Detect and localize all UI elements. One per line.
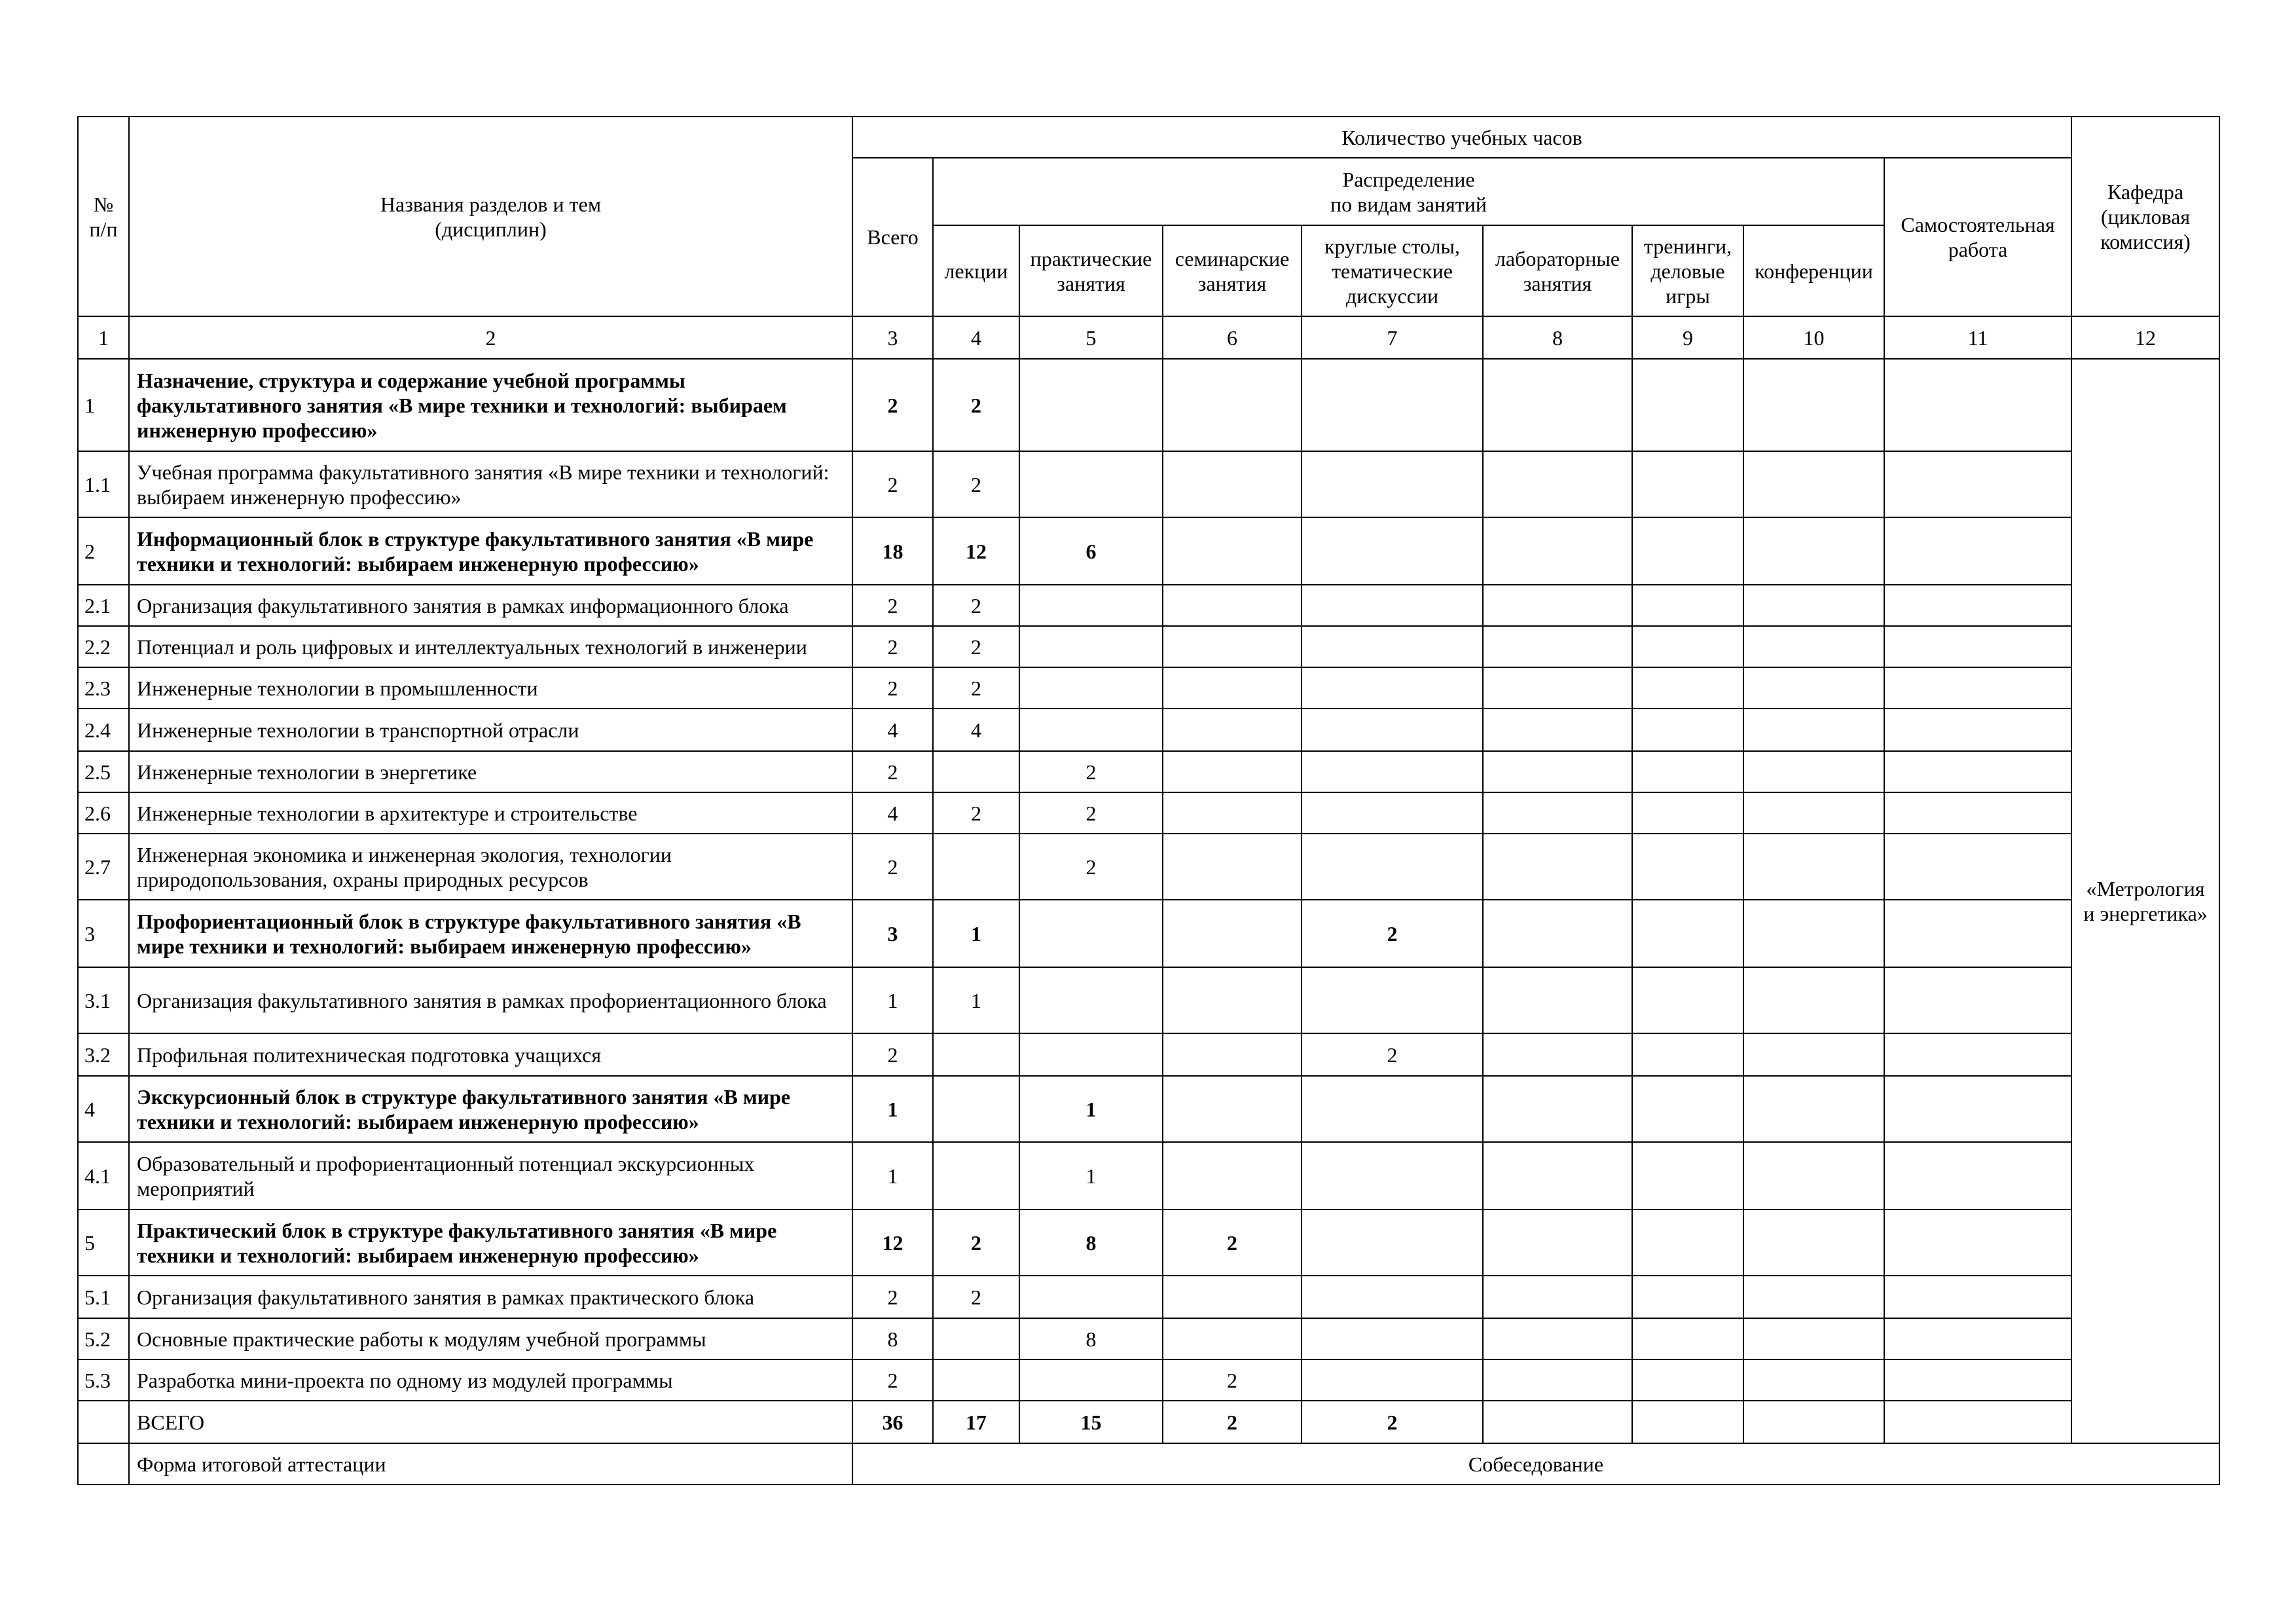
round-tables-total: 2 — [1302, 1401, 1483, 1443]
trainings-cell — [1632, 1076, 1743, 1142]
topic-title: Инженерные технологии в архитектуре и строительстве — [129, 792, 852, 834]
trainings-cell — [1632, 1359, 1743, 1401]
row-number: 1 — [78, 359, 129, 451]
total-hours-cell: 1 — [852, 1142, 933, 1209]
practical-cell — [1019, 900, 1163, 967]
header-round-tables: круглые столы, тематические дискуссии — [1302, 225, 1483, 316]
round-tables-cell — [1302, 1209, 1483, 1276]
total-hours-cell: 4 — [852, 709, 933, 751]
practical-cell: 2 — [1019, 792, 1163, 834]
practical-cell: 8 — [1019, 1318, 1163, 1359]
topic-row — [78, 709, 2219, 751]
seminars-cell — [1163, 585, 1302, 626]
lectures-cell — [933, 1076, 1019, 1142]
attestation-value: Собеседование — [852, 1443, 2219, 1485]
practical-cell: 2 — [1019, 834, 1163, 900]
labs-cell — [1483, 359, 1632, 451]
practical-cell — [1019, 709, 1163, 751]
conferences-cell — [1743, 626, 1884, 667]
self-study-total — [1884, 1401, 2071, 1443]
seminars-cell — [1163, 667, 1302, 709]
self-study-cell — [1884, 1033, 2071, 1076]
labs-cell — [1483, 1276, 1632, 1318]
column-number: 5 — [1019, 316, 1163, 359]
conferences-total — [1743, 1401, 1884, 1443]
lectures-cell: 2 — [933, 451, 1019, 517]
practical-cell — [1019, 1033, 1163, 1076]
total-hours-cell: 3 — [852, 900, 933, 967]
seminars-cell: 2 — [1163, 1209, 1302, 1276]
header-distribution: Распределение по видам занятий — [933, 158, 1884, 225]
round-tables-cell — [1302, 585, 1483, 626]
column-number: 2 — [129, 316, 852, 359]
topic-row — [78, 1033, 2219, 1076]
section-row — [78, 900, 2219, 967]
curriculum-table — [77, 116, 2220, 1485]
self-study-cell — [1884, 1142, 2071, 1209]
round-tables-cell — [1302, 834, 1483, 900]
labs-cell — [1483, 1033, 1632, 1076]
total-hours-cell: 2 — [852, 834, 933, 900]
topic-title: Потенциал и роль цифровых и интеллектуальных технологий в инженерии — [129, 626, 852, 667]
seminars-cell — [1163, 1142, 1302, 1209]
conferences-cell — [1743, 709, 1884, 751]
section-row — [78, 1076, 2219, 1142]
practical-cell — [1019, 1276, 1163, 1318]
trainings-cell — [1632, 667, 1743, 709]
total-hours-cell: 18 — [852, 517, 933, 585]
trainings-cell — [1632, 751, 1743, 792]
lectures-cell — [933, 1359, 1019, 1401]
section-title: Профориентационный блок в структуре факультативного занятия «В мире техники и технологий: выбираем инженерную профессию» — [129, 900, 852, 967]
self-study-cell — [1884, 451, 2071, 517]
seminars-cell — [1163, 834, 1302, 900]
row-number: 2 — [78, 517, 129, 585]
practical-cell: 2 — [1019, 751, 1163, 792]
row-number: 2.4 — [78, 709, 129, 751]
practical-cell: 1 — [1019, 1076, 1163, 1142]
header-department: Кафедра (цикловая комиссия) — [2071, 117, 2219, 316]
topic-title: Учебная программа факультативного занятия «В мире техники и технологий: выбираем инженерную профессию» — [129, 451, 852, 517]
self-study-cell — [1884, 709, 2071, 751]
lectures-cell — [933, 1033, 1019, 1076]
attestation-label: Форма итоговой аттестации — [129, 1443, 852, 1485]
round-tables-cell — [1302, 517, 1483, 585]
column-number: 4 — [933, 316, 1019, 359]
header-conferences: конференции — [1743, 225, 1884, 316]
column-number: 6 — [1163, 316, 1302, 359]
topic-row — [78, 626, 2219, 667]
topic-row — [78, 1142, 2219, 1209]
header-labs: лабораторные занятия — [1483, 225, 1632, 316]
section-row — [78, 1209, 2219, 1276]
header-total: Всего — [852, 158, 933, 316]
table-header — [78, 117, 2219, 359]
seminars-cell: 2 — [1163, 1359, 1302, 1401]
column-number-row — [78, 316, 2219, 359]
trainings-cell — [1632, 834, 1743, 900]
labs-cell — [1483, 709, 1632, 751]
trainings-cell — [1632, 626, 1743, 667]
seminars-cell — [1163, 792, 1302, 834]
labs-cell — [1483, 792, 1632, 834]
attestation-row — [78, 1443, 2219, 1485]
practical-cell — [1019, 451, 1163, 517]
total-hours-cell: 2 — [852, 1359, 933, 1401]
seminars-total: 2 — [1163, 1401, 1302, 1443]
lectures-cell: 1 — [933, 967, 1019, 1033]
round-tables-cell — [1302, 667, 1483, 709]
header-trainings: тренинги, деловые игры — [1632, 225, 1743, 316]
row-number: 5.2 — [78, 1318, 129, 1359]
self-study-cell — [1884, 1209, 2071, 1276]
conferences-cell — [1743, 792, 1884, 834]
lectures-cell: 1 — [933, 900, 1019, 967]
row-number: 3 — [78, 900, 129, 967]
practical-cell: 1 — [1019, 1142, 1163, 1209]
seminars-cell — [1163, 751, 1302, 792]
topic-title: Профильная политехническая подготовка учащихся — [129, 1033, 852, 1076]
header-self-study: Самостоятельная работа — [1884, 158, 2071, 316]
section-row — [78, 359, 2219, 451]
self-study-cell — [1884, 834, 2071, 900]
topic-title: Организация факультативного занятия в рамках практического блока — [129, 1276, 852, 1318]
topic-title: Основные практические работы к модулям учебной программы — [129, 1318, 852, 1359]
self-study-cell — [1884, 359, 2071, 451]
row-number — [78, 1443, 129, 1485]
topic-row — [78, 792, 2219, 834]
topic-title: Инженерные технологии в промышленности — [129, 667, 852, 709]
row-number: 4 — [78, 1076, 129, 1142]
practical-cell — [1019, 967, 1163, 1033]
trainings-total — [1632, 1401, 1743, 1443]
total-hours-cell: 2 — [852, 626, 933, 667]
lectures-cell: 2 — [933, 1276, 1019, 1318]
lectures-cell: 2 — [933, 667, 1019, 709]
row-number: 2.7 — [78, 834, 129, 900]
trainings-cell — [1632, 1318, 1743, 1359]
round-tables-cell — [1302, 792, 1483, 834]
total-hours-cell: 8 — [852, 1318, 933, 1359]
self-study-cell — [1884, 1076, 2071, 1142]
total-row — [78, 1401, 2219, 1443]
row-number: 3.1 — [78, 967, 129, 1033]
row-number: 1.1 — [78, 451, 129, 517]
lectures-cell — [933, 1318, 1019, 1359]
total-hours-cell: 2 — [852, 359, 933, 451]
total-hours-cell: 12 — [852, 1209, 933, 1276]
lectures-cell: 2 — [933, 792, 1019, 834]
total-hours-cell: 2 — [852, 751, 933, 792]
conferences-cell — [1743, 1318, 1884, 1359]
topic-title: Инженерные технологии в энергетике — [129, 751, 852, 792]
trainings-cell — [1632, 900, 1743, 967]
trainings-cell — [1632, 1033, 1743, 1076]
header-lectures: лекции — [933, 225, 1019, 316]
total-hours-cell: 2 — [852, 1276, 933, 1318]
row-number: 3.2 — [78, 1033, 129, 1076]
total-hours-cell: 2 — [852, 585, 933, 626]
lectures-cell — [933, 834, 1019, 900]
self-study-cell — [1884, 751, 2071, 792]
section-title: Экскурсионный блок в структуре факультативного занятия «В мире техники и технологий: выбираем инженерную профессию» — [129, 1076, 852, 1142]
round-tables-cell — [1302, 751, 1483, 792]
topic-title: Образовательный и профориентационный потенциал экскурсионных мероприятий — [129, 1142, 852, 1209]
practical-cell — [1019, 585, 1163, 626]
labs-cell — [1483, 900, 1632, 967]
self-study-cell — [1884, 900, 2071, 967]
self-study-cell — [1884, 1276, 2071, 1318]
labs-cell — [1483, 1318, 1632, 1359]
header-number: № п/п — [78, 117, 129, 316]
column-number: 12 — [2071, 316, 2219, 359]
column-number: 9 — [1632, 316, 1743, 359]
practical-cell — [1019, 626, 1163, 667]
trainings-cell — [1632, 967, 1743, 1033]
self-study-cell — [1884, 1359, 2071, 1401]
table-body — [78, 359, 2219, 1485]
topic-title: Инженерная экономика и инженерная экология, технологии природопользования, охраны природных ресурсов — [129, 834, 852, 900]
total-hours-cell: 2 — [852, 667, 933, 709]
seminars-cell — [1163, 709, 1302, 751]
conferences-cell — [1743, 1359, 1884, 1401]
conferences-cell — [1743, 967, 1884, 1033]
practical-cell — [1019, 667, 1163, 709]
trainings-cell — [1632, 585, 1743, 626]
lectures-cell: 2 — [933, 359, 1019, 451]
column-number: 10 — [1743, 316, 1884, 359]
labs-total — [1483, 1401, 1632, 1443]
topic-row — [78, 751, 2219, 792]
topic-row — [78, 667, 2219, 709]
conferences-cell — [1743, 1276, 1884, 1318]
header-section-name: Названия разделов и тем (дисциплин) — [129, 117, 852, 316]
seminars-cell — [1163, 967, 1302, 1033]
section-title: Практический блок в структуре факультативного занятия «В мире техники и технологий: выбираем инженерную профессию» — [129, 1209, 852, 1276]
total-hours-cell: 4 — [852, 792, 933, 834]
row-number: 2.2 — [78, 626, 129, 667]
total-label: ВСЕГО — [129, 1401, 852, 1443]
round-tables-cell — [1302, 1076, 1483, 1142]
conferences-cell — [1743, 359, 1884, 451]
total-hours-cell: 2 — [852, 451, 933, 517]
self-study-cell — [1884, 517, 2071, 585]
conferences-cell — [1743, 1033, 1884, 1076]
lectures-cell — [933, 751, 1019, 792]
row-number: 5 — [78, 1209, 129, 1276]
lectures-cell: 2 — [933, 626, 1019, 667]
row-number: 2.1 — [78, 585, 129, 626]
labs-cell — [1483, 667, 1632, 709]
practical-cell — [1019, 359, 1163, 451]
lectures-cell: 4 — [933, 709, 1019, 751]
labs-cell — [1483, 585, 1632, 626]
column-number: 8 — [1483, 316, 1632, 359]
topic-row — [78, 834, 2219, 900]
labs-cell — [1483, 626, 1632, 667]
conferences-cell — [1743, 667, 1884, 709]
round-tables-cell: 2 — [1302, 900, 1483, 967]
header-seminars: семинарские занятия — [1163, 225, 1302, 316]
seminars-cell — [1163, 1318, 1302, 1359]
total-hours-cell: 1 — [852, 967, 933, 1033]
topic-title: Разработка мини-проекта по одному из модулей программы — [129, 1359, 852, 1401]
seminars-cell — [1163, 626, 1302, 667]
topic-row — [78, 1318, 2219, 1359]
seminars-cell — [1163, 451, 1302, 517]
topic-row — [78, 1359, 2219, 1401]
row-number: 4.1 — [78, 1142, 129, 1209]
round-tables-cell — [1302, 451, 1483, 517]
round-tables-cell — [1302, 967, 1483, 1033]
column-number: 3 — [852, 316, 933, 359]
round-tables-cell — [1302, 626, 1483, 667]
conferences-cell — [1743, 517, 1884, 585]
self-study-cell — [1884, 626, 2071, 667]
lectures-total: 17 — [933, 1401, 1019, 1443]
round-tables-cell — [1302, 1276, 1483, 1318]
labs-cell — [1483, 967, 1632, 1033]
department-cell: «Метрология и энергетика» — [2071, 359, 2219, 1443]
column-number: 1 — [78, 316, 129, 359]
labs-cell — [1483, 1359, 1632, 1401]
row-number — [78, 1401, 129, 1443]
labs-cell — [1483, 451, 1632, 517]
seminars-cell — [1163, 900, 1302, 967]
lectures-cell: 2 — [933, 1209, 1019, 1276]
conferences-cell — [1743, 1076, 1884, 1142]
round-tables-cell — [1302, 1142, 1483, 1209]
conferences-cell — [1743, 751, 1884, 792]
seminars-cell — [1163, 1076, 1302, 1142]
header-hours: Количество учебных часов — [852, 117, 2071, 158]
labs-cell — [1483, 751, 1632, 792]
topic-row — [78, 1276, 2219, 1318]
round-tables-cell — [1302, 1318, 1483, 1359]
self-study-cell — [1884, 967, 2071, 1033]
topic-title: Организация факультативного занятия в рамках информационного блока — [129, 585, 852, 626]
column-number: 11 — [1884, 316, 2071, 359]
trainings-cell — [1632, 1209, 1743, 1276]
conferences-cell — [1743, 900, 1884, 967]
labs-cell — [1483, 1209, 1632, 1276]
lectures-cell: 12 — [933, 517, 1019, 585]
round-tables-cell — [1302, 359, 1483, 451]
row-number: 2.3 — [78, 667, 129, 709]
trainings-cell — [1632, 517, 1743, 585]
topic-row — [78, 967, 2219, 1033]
total-hours-cell: 2 — [852, 1033, 933, 1076]
row-number: 5.1 — [78, 1276, 129, 1318]
seminars-cell — [1163, 359, 1302, 451]
conferences-cell — [1743, 834, 1884, 900]
column-number: 7 — [1302, 316, 1483, 359]
self-study-cell — [1884, 667, 2071, 709]
trainings-cell — [1632, 359, 1743, 451]
conferences-cell — [1743, 1142, 1884, 1209]
self-study-cell — [1884, 792, 2071, 834]
lectures-cell: 2 — [933, 585, 1019, 626]
total-hours-total: 36 — [852, 1401, 933, 1443]
trainings-cell — [1632, 792, 1743, 834]
topic-row — [78, 451, 2219, 517]
section-title: Информационный блок в структуре факультативного занятия «В мире техники и технологий: выбираем инженерную профессию» — [129, 517, 852, 585]
practical-cell — [1019, 1359, 1163, 1401]
labs-cell — [1483, 1076, 1632, 1142]
section-row — [78, 517, 2219, 585]
topic-title: Организация факультативного занятия в рамках профориентационного блока — [129, 967, 852, 1033]
practical-total: 15 — [1019, 1401, 1163, 1443]
row-number: 2.6 — [78, 792, 129, 834]
seminars-cell — [1163, 517, 1302, 585]
trainings-cell — [1632, 451, 1743, 517]
section-title: Назначение, структура и содержание учебной программы факультативного занятия «В мире техники и технологий: выбираем инженерную профессию» — [129, 359, 852, 451]
trainings-cell — [1632, 709, 1743, 751]
conferences-cell — [1743, 451, 1884, 517]
header-practical: практические занятия — [1019, 225, 1163, 316]
lectures-cell — [933, 1142, 1019, 1209]
total-hours-cell: 1 — [852, 1076, 933, 1142]
trainings-cell — [1632, 1276, 1743, 1318]
row-number: 2.5 — [78, 751, 129, 792]
header-row — [78, 117, 2219, 158]
self-study-cell — [1884, 1318, 2071, 1359]
self-study-cell — [1884, 585, 2071, 626]
trainings-cell — [1632, 1142, 1743, 1209]
seminars-cell — [1163, 1276, 1302, 1318]
practical-cell: 8 — [1019, 1209, 1163, 1276]
labs-cell — [1483, 834, 1632, 900]
topic-row — [78, 585, 2219, 626]
conferences-cell — [1743, 585, 1884, 626]
topic-title: Инженерные технологии в транспортной отрасли — [129, 709, 852, 751]
labs-cell — [1483, 517, 1632, 585]
seminars-cell — [1163, 1033, 1302, 1076]
practical-cell: 6 — [1019, 517, 1163, 585]
round-tables-cell — [1302, 1359, 1483, 1401]
row-number: 5.3 — [78, 1359, 129, 1401]
round-tables-cell — [1302, 709, 1483, 751]
labs-cell — [1483, 1142, 1632, 1209]
conferences-cell — [1743, 1209, 1884, 1276]
round-tables-cell: 2 — [1302, 1033, 1483, 1076]
